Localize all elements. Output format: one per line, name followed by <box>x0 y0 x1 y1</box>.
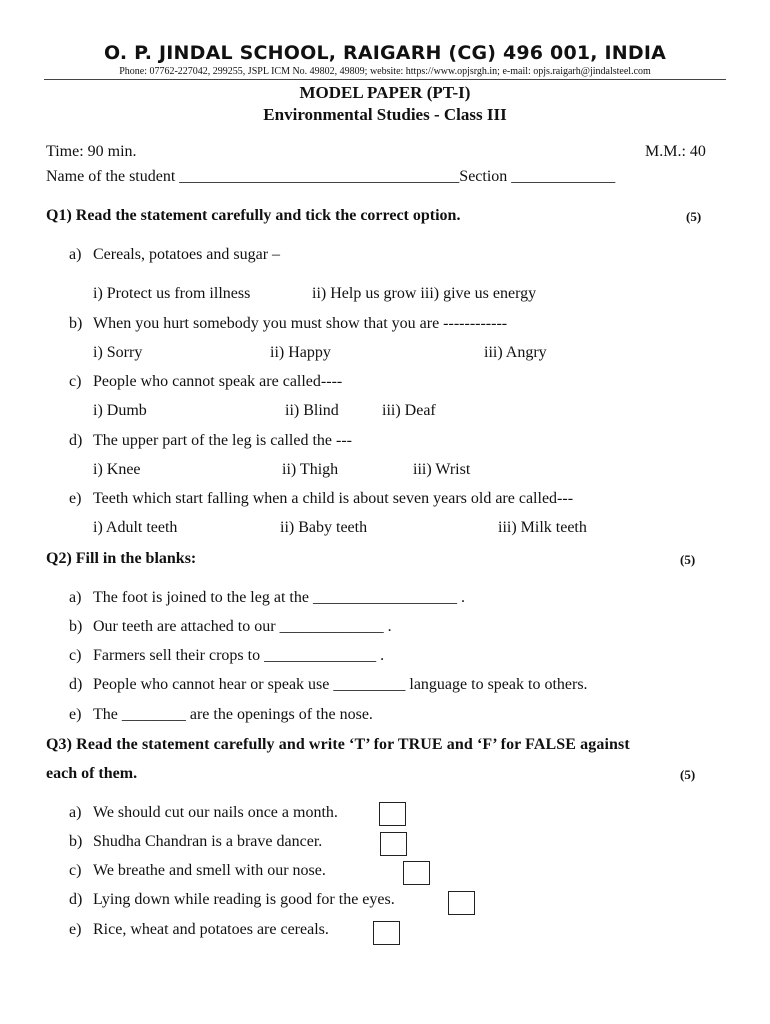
q1-item-b-label: b) <box>69 315 83 332</box>
q3-item-d-label: d) <box>69 891 83 908</box>
q1-item-e-label: e) <box>69 490 82 507</box>
max-marks: M.M.: 40 <box>645 143 706 160</box>
q3-item-e-answer-box[interactable] <box>373 921 400 945</box>
q1-item-d-text: The upper part of the leg is called the --- <box>93 432 352 449</box>
q1-item-c-option-3[interactable]: iii) Deaf <box>382 402 436 419</box>
q1-item-d-option-3[interactable]: iii) Wrist <box>413 461 471 478</box>
paper-title: MODEL PAPER (PT-I) <box>299 83 471 102</box>
q2-item-b-text[interactable]: Our teeth are attached to our _____________ . <box>93 618 392 635</box>
q1-item-a-label: a) <box>69 246 82 263</box>
q1-item-e-option-2[interactable]: ii) Baby teeth <box>280 519 368 536</box>
q3-item-c-answer-box[interactable] <box>403 861 430 885</box>
q3-item-d-text: Lying down while reading is good for the eyes. <box>93 891 395 908</box>
q2-item-a-label: a) <box>69 589 82 606</box>
q1-item-d-option-2[interactable]: ii) Thigh <box>282 461 339 478</box>
q2-item-c-text[interactable]: Farmers sell their crops to ______________ . <box>93 647 385 664</box>
q3-item-d-answer-box[interactable] <box>448 891 475 915</box>
q1-item-b-option-1[interactable]: i) Sorry <box>93 344 143 361</box>
q3-item-b-text: Shudha Chandran is a brave dancer. <box>93 833 323 850</box>
q1-item-a-text: Cereals, potatoes and sugar – <box>93 246 281 263</box>
q3-item-e-label: e) <box>69 921 82 938</box>
q2-item-e-text[interactable]: The ________ are the openings of the nose. <box>93 706 373 723</box>
q1-item-d-label: d) <box>69 432 83 449</box>
q1-item-e-text: Teeth which start falling when a child is about seven years old are called--- <box>93 490 574 507</box>
q2-heading: Q2) Fill in the blanks: <box>46 550 197 567</box>
q1-item-b-option-2[interactable]: ii) Happy <box>270 344 331 361</box>
q1-item-c-label: c) <box>69 373 82 390</box>
q3-heading-line-1: Q3) Read the statement carefully and write ‘T’ for TRUE and ‘F’ for FALSE against <box>46 736 630 753</box>
school-name: O. P. JINDAL SCHOOL, RAIGARH (CG) 496 001, INDIA <box>103 42 667 64</box>
q2-marks: (5) <box>680 552 696 567</box>
time-allowed: Time: 90 min. <box>46 143 137 160</box>
q1-marks: (5) <box>686 209 702 224</box>
q2-item-e-label: e) <box>69 706 82 723</box>
q3-item-a-text: We should cut our nails once a month. <box>93 804 338 821</box>
q2-item-c-label: c) <box>69 647 82 664</box>
q1-item-c-text: People who cannot speak are called---- <box>93 373 343 390</box>
q2-item-d-label: d) <box>69 676 83 693</box>
q2-item-a-text[interactable]: The foot is joined to the leg at the __________________ . <box>93 589 465 606</box>
q1-item-b-option-3[interactable]: iii) Angry <box>484 344 547 361</box>
q3-item-e-text: Rice, wheat and potatoes are cereals. <box>93 921 329 938</box>
q1-item-d-option-1[interactable]: i) Knee <box>93 461 141 478</box>
q1-item-e-option-1[interactable]: i) Adult teeth <box>93 519 178 536</box>
q3-item-b-answer-box[interactable] <box>380 832 407 856</box>
q3-item-a-label: a) <box>69 804 82 821</box>
q1-item-b-text: When you hurt somebody you must show that you are ------------ <box>93 315 508 332</box>
q3-item-a-answer-box[interactable] <box>379 802 406 826</box>
q1-item-a-option-2[interactable]: ii) Help us grow iii) give us energy <box>312 285 537 302</box>
student-name-line[interactable]: Name of the student ___________________________________Section _____________ <box>46 168 616 185</box>
q3-heading-line-2: each of them. <box>46 765 138 782</box>
header-divider <box>44 79 726 80</box>
q3-item-c-text: We breathe and smell with our nose. <box>93 862 326 879</box>
school-contact: Phone: 07762-227042, 299255, JSPL ICM No. 49802, 49809; website: https://www.opjsrgh.in; e-mail: opjs.raigarh@jindalsteel.com <box>119 66 651 77</box>
q1-item-a-option-1[interactable]: i) Protect us from illness <box>93 285 251 302</box>
q1-item-c-option-1[interactable]: i) Dumb <box>93 402 147 419</box>
q1-item-c-option-2[interactable]: ii) Blind <box>285 402 339 419</box>
q3-marks: (5) <box>680 767 696 782</box>
q3-item-c-label: c) <box>69 862 82 879</box>
q3-item-b-label: b) <box>69 833 83 850</box>
q1-item-e-option-3[interactable]: iii) Milk teeth <box>498 519 587 536</box>
paper-subtitle: Environmental Studies - Class III <box>263 105 507 124</box>
q2-item-d-text[interactable]: People who cannot hear or speak use _________ language to speak to others. <box>93 676 588 693</box>
q1-heading: Q1) Read the statement carefully and tick the correct option. <box>46 207 461 224</box>
q2-item-b-label: b) <box>69 618 83 635</box>
